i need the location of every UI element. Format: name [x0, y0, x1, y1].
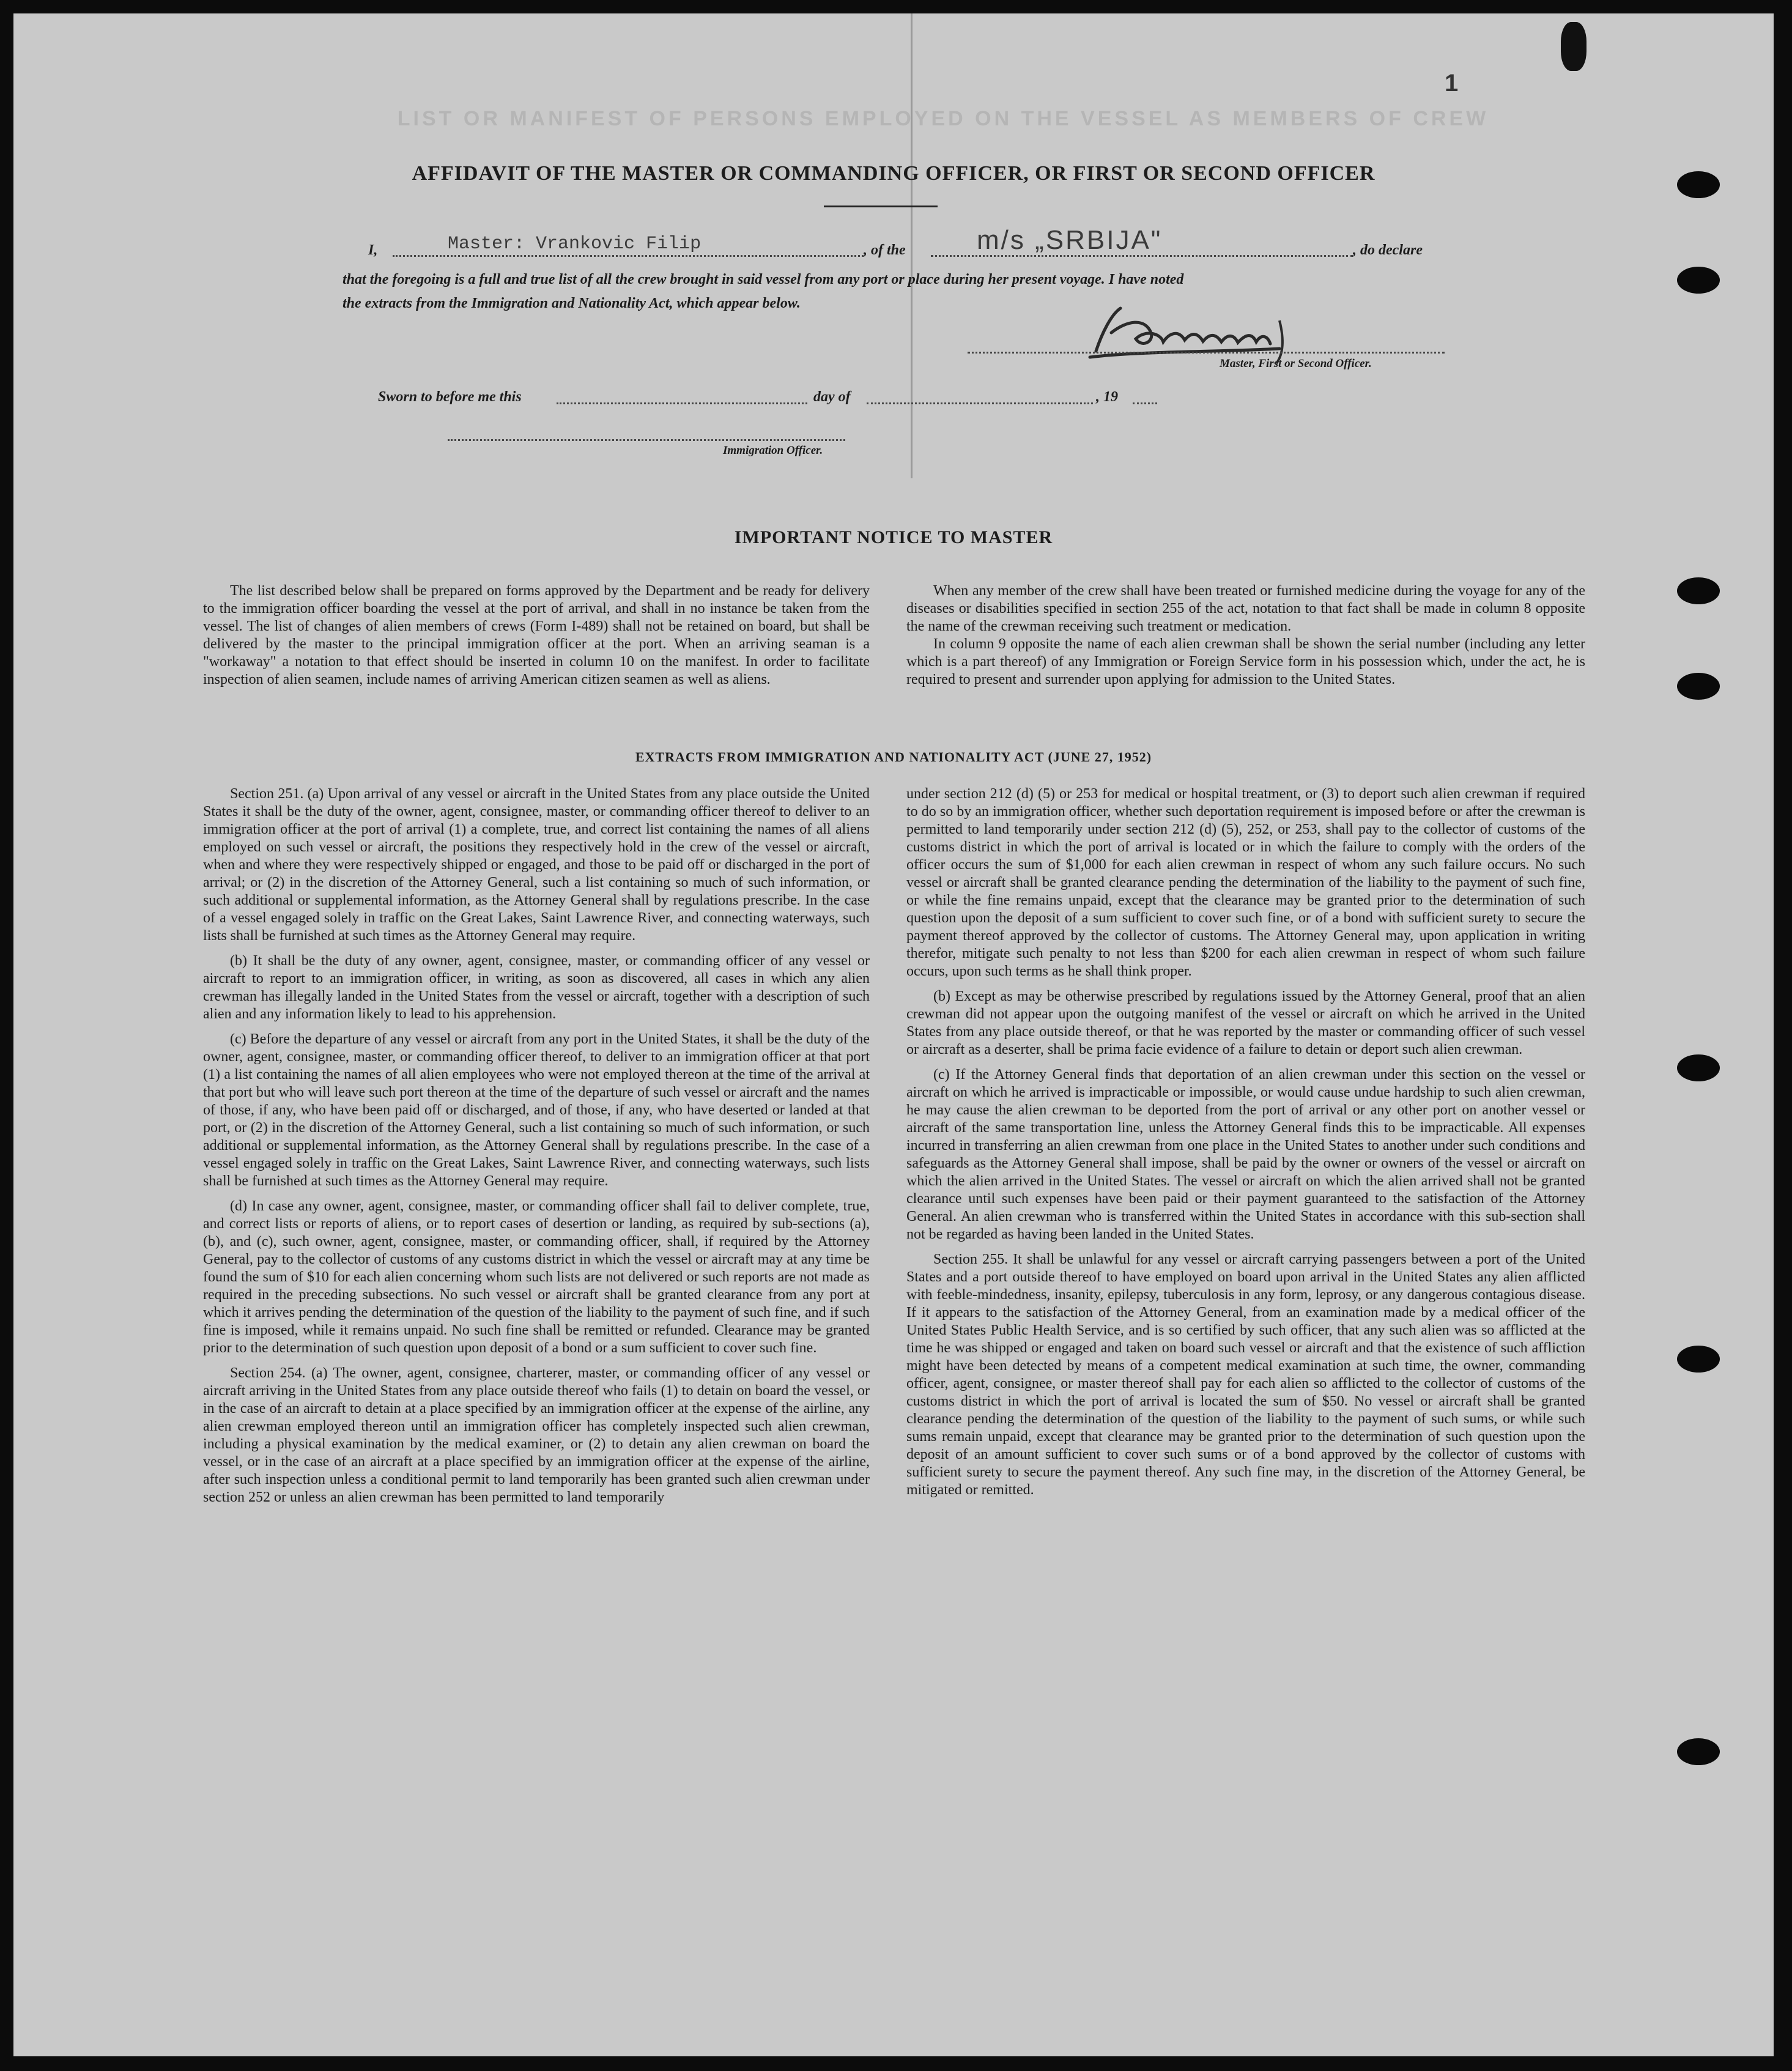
torn-corner-stain: [1561, 22, 1587, 71]
statement-line-2: the extracts from the Immigration and Nationality Act, which appear below.: [342, 295, 801, 311]
notice-left-column: [203, 582, 870, 696]
extract-paragraph: Section 251. (a) Upon arrival of any vessel or aircraft in the United States from any place outside the United States it shall be the duty of the owner, agent, consignee, master, or commanding officer thereof to deliver to an immigration officer at the port of arrival (1) a complete, true, and correct list containing the names of all aliens employed on such vessel or aircraft, the positions they respectively hold in the crew of the vessel or aircraft, when and where they were respectively shipped or engaged, and those to be paid off or discharged in the port of arrival; or (2) in the discretion of the Attorney General, such a list containing so much of such information, or such additional or supplemental information, as the Attorney General shall by regulations prescribe. In the case of a vessel engaged solely in traffic on the Great Lakes, Saint Lawrence River, and connecting waterways, such lists shall be furnished at such times as the Attorney General may require.: [203, 786, 870, 944]
year-label: , 19: [1096, 389, 1118, 405]
extracts-title: EXTRACTS FROM IMMIGRATION AND NATIONALITY ACT (JUNE 27, 1952): [635, 749, 1152, 765]
extract-paragraph: (c) Before the departure of any vessel or aircraft from any port in the United States, it shall be the duty of the owner, agent, consignee, master, or commanding officer thereof, to deliver to an immigration officer at that port (1) a list containing the names of all alien employees who were not employed thereon at the time of the arrival at that port but who will leave such port thereon at the time of the departure of such vessel or aircraft and the names of those, if any, who have been paid off or discharged, and of those, if any, who have deserted or landed at that port, or (2) in the discretion of the Attorney General, such a list containing so much of such information, or such additional or supplemental information, as the Attorney General shall by regulations prescribe. In the case of a vessel engaged solely in traffic on the Great Lakes, Saint Lawrence River, and connecting waterways, such lists shall be furnished at such times as the Attorney General may require.: [203, 1031, 870, 1189]
extract-paragraph: (b) It shall be the duty of any owner, agent, consignee, master, or commanding officer of any vessel or aircraft to report to an immigration officer, in writing, as soon as discovered, all cases in which any alien crewman has illegally landed in the United States from the vessel or aircraft, together with a description of such alien and any information likely to lead to his apprehension.: [203, 953, 870, 1022]
notice-right-paragraph-1: When any member of the crew shall have been treated or furnished medicine during the voyage for any of the diseases or disabilities specified in section 255 of the act, notation to that fact shall be made in column 8 opposite the name of the crewman receiving such treatment or medication.: [906, 583, 1585, 634]
extract-paragraph: (b) Except as may be otherwise prescribed by regulations issued by the Attorney General, proof that an alien crewman did not appear upon the outgoing manifest of the vessel or aircraft on which he arrived in the United States from any place outside thereof, or that he was reported by the master or commanding officer of such vessel or aircraft as a deserter, shall be prima facie evidence of a failure to detain or deport such alien crewman.: [906, 988, 1585, 1058]
sworn-day-dotted-line: [557, 402, 807, 404]
officer-caption: Immigration Officer.: [723, 444, 823, 457]
extract-paragraph: Section 254. (a) The owner, agent, consignee, charterer, master, or commanding officer of any vessel or aircraft arriving in the United States from any place outside thereof who fails (1) to detain on board the vessel, or in the case of an aircraft to detain at a place specified by an immigration officer at the expense of the airline, any alien crewman employed thereon until an immigration officer has completely inspected such alien crewman, including a physical examination by the medical examiner, or (2) to detain any alien crewman on board the vessel, or in the case of an aircraft at a place specified by an immigration officer at the expense of the airline, after such inspection unless a conditional permit to land temporarily has been granted such alien crewman under section 252 or unless an alien crewman has been permitted to land temporarily: [203, 1365, 870, 1505]
affidavit-title: AFFIDAVIT OF THE MASTER OR COMMANDING OFFICER, OR FIRST OR SECOND OFFICER: [412, 162, 1375, 185]
declare-label: , do declare: [1353, 242, 1423, 258]
page-number: 1: [1445, 70, 1459, 97]
bleed-through-text: LIST OR MANIFEST OF PERSONS EMPLOYED ON THE VESSEL AS MEMBERS OF CREW: [397, 107, 1489, 130]
master-name-typed: Master: Vrankovic Filip: [448, 234, 702, 254]
extract-paragraph: Section 255. It shall be unlawful for any vessel or aircraft carrying passengers between a port of the United States and a port outside thereof to have employed on board upon arrival in the United States any alien afflicted with feeble-mindedness, insanity, epilepsy, tuberculosis in any form, leprosy, or any dangerous contagious disease. If it appears to the satisfaction of the Attorney General, from an examination made by a medical officer of the United States Public Health Service, and is so certified by such officer, that any such alien was so afflicted at the time he was shipped or engaged and taken on board such vessel or aircraft and that the existence of such affliction might have been detected by means of a competent medical examination at such time, the owner, commanding officer, agent, consignee, or master thereof shall pay for each alien so afflicted to the collector of customs of the customs district in which the port of arrival is located the sum of $50. No vessel or aircraft shall be granted clearance pending the determination of the question of the liability to the payment of such sums, or while such sums remain unpaid, except that clearance may be granted prior to the determination of such question upon the deposit of an amount sufficient to cover such sums or of a bond approved by the collector of customs with sufficient surety to secure the payment thereof. Any such fine may, in the discretion of the Attorney General, be mitigated or remitted.: [906, 1251, 1585, 1498]
statement-line-1: that the foregoing is a full and true list of all the crew brought in said vessel from any port or place during her present voyage. I have noted: [342, 272, 1184, 287]
of-the-label: , of the: [864, 242, 906, 258]
extract-paragraph: (d) In case any owner, agent, consignee, master, or commanding officer shall fail to deliver complete, true, and correct lists or reports of aliens, or to report cases of desertion or landing, as required by sub-sections (a), (b), and (c), such owner, agent, consignee, master, or commanding officer, shall, if required by the Attorney General, pay to the collector of customs of any customs district in which the vessel or aircraft may at any time be found the sum of $10 for each alien concerning whom such lists are not delivered or such reports are not made as required in the preceding subsections. No such vessel or aircraft shall be granted clearance from any port at which it arrives pending the determination of the question of the liability to the payment of such fine, and if such fine is imposed, while it remains unpaid. No such fine shall be remitted or refunded. Clearance may be granted prior to the determination of such question upon deposit of a bond or a sum sufficient to cover such fine.: [203, 1198, 870, 1356]
signer-caption: Master, First or Second Officer.: [1220, 357, 1372, 370]
punch-hole: [1677, 577, 1720, 604]
extracts-right-column: [906, 785, 1585, 1506]
day-of-label: day of: [813, 389, 851, 405]
i-label: I,: [368, 242, 378, 258]
notice-right-paragraph-2: In column 9 opposite the name of each alien crewman shall be shown the serial number (including any letter which is a part thereof) of any Immigration or Foreign Service form in his possession which, under the act, he is required to present and surrender upon applying for admission to the United States.: [906, 636, 1585, 687]
document-page: [13, 13, 1774, 2056]
notice-left-paragraph: The list described below shall be prepared on forms approved by the Department and be ready for delivery to the immigration officer boarding the vessel at the port of arrival, and shall in no instance be taken from the vessel. The list of changes of alien members of crews (Form I-489) shall not be retained on board, but shall be delivered by the master to the principal immigration officer at the port. When an arriving seaman is a "workaway" a notation to that effect should be inserted in column 10 on the manifest. In order to facilitate inspection of alien seamen, include names of arriving American citizen seamen as well as aliens.: [203, 583, 870, 687]
extract-paragraph: (c) If the Attorney General finds that deportation of an alien crewman under this section on the vessel or aircraft on which he arrived is impracticable or impossible, or would cause undue hardship to such alien crewman, he may cause the alien crewman to be deported from the port of arrival or any other port on another vessel or aircraft of the same transportation line, unless the Attorney General finds this to be impracticable. All expenses incurred in transferring an alien crewman from one place in the United States to another under such conditions and safeguards as the Attorney General shall impose, shall be paid by the owner or owners of the vessel or aircraft on which the alien arrived in the United States. The vessel or aircraft on which the alien arrived shall not be granted clearance until such expenses have been paid or their payment guaranteed to the satisfaction of the Attorney General. An alien crewman who is transferred within the United States in accordance with this sub-section shall not be regarded as having been landed in the United States.: [906, 1067, 1585, 1242]
punch-hole: [1677, 673, 1720, 700]
vessel-name-typed: m/s „SRBIJA": [977, 225, 1163, 255]
notice-title: IMPORTANT NOTICE TO MASTER: [734, 527, 1053, 547]
name-dotted-line: [393, 255, 864, 257]
punch-hole: [1677, 1346, 1720, 1373]
notice-right-column: [906, 582, 1585, 696]
punch-hole: [1677, 267, 1720, 294]
signature-dotted-line: [968, 352, 1445, 354]
sworn-month-dotted-line: [867, 402, 1093, 404]
fold-line: [911, 13, 913, 478]
extracts-left-column: [203, 785, 870, 1514]
sworn-label: Sworn to before me this: [378, 389, 522, 405]
punch-hole: [1677, 1054, 1720, 1081]
sworn-year-dotted-line: [1133, 402, 1157, 404]
extract-paragraph: under section 212 (d) (5) or 253 for medical or hospital treatment, or (3) to deport such alien crewman if required to do so by an immigration officer, whether such deportation requirement is imposed before or after the crewman is permitted to land temporarily under section 212 (d) (5), 252, or 253, shall pay to the collector of customs of the customs district in which the port of arrival is located or in which the failure to comply with the orders of the officer occurs the sum of $1,000 for each alien crewman in respect of whom any such failure occurs. No such vessel or aircraft shall be granted clearance pending the determination of the liability to the payment of such fine, or while the fine remains unpaid, except that the clearance may be granted prior to the determination of such question upon the deposit of a sum sufficient to cover such fine, or of a bond with sufficient surety to secure the payment thereof approved by the collector of customs. The Attorney General may, upon application in writing therefor, mitigate such penalty to not less than $200 for each alien crewman in respect of whom such failure occurs, upon such terms as he shall think proper.: [906, 786, 1585, 979]
officer-dotted-line: [448, 439, 845, 441]
title-rule: [824, 206, 938, 207]
punch-hole: [1677, 1738, 1720, 1765]
